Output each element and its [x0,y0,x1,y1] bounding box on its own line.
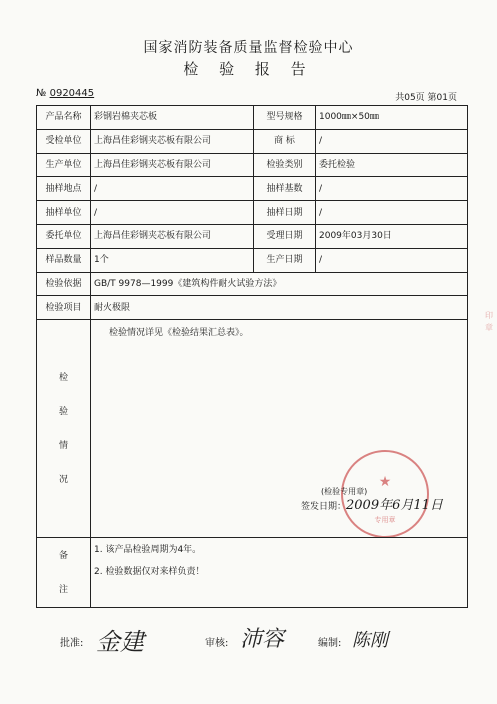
form-label: 委托单位 [37,224,91,248]
approve-label: 批准: [60,638,84,649]
form-row-client [37,224,468,248]
result-label-vertical [37,372,90,486]
form-value: 1000㎜×50㎜ [316,106,468,130]
page-info: 共05页 第01页 [395,93,457,103]
form-label: 检验类别 [254,153,316,177]
form-value: / [316,201,468,225]
result-label-char: 检 [58,372,68,383]
form-label: 生产单位 [37,153,91,177]
form-value: / [91,177,254,201]
form-value: 2009年03月30日 [316,224,468,248]
form-value: GB/T 9978—1999《建筑构件耐火试验方法》 [91,272,468,296]
form-row-manufacturer [37,153,468,177]
note-line: 2. 检验数据仅对来样负责！ [94,567,205,578]
form-row-product-name [37,106,468,130]
report-number-prefix: № [36,88,47,99]
form-value: 耐火极限 [91,296,468,320]
doc-title: 检 验 报 告 [183,60,314,78]
result-label-char: 况 [58,474,68,485]
review-signature: 沛容 [240,627,285,652]
form-label: 样品数量 [37,248,91,272]
report-number [36,88,94,99]
form-label: 抽样单位 [37,201,91,225]
form-value: / [316,129,468,153]
form-row-sampling-site [37,177,468,201]
form-row-inspected-unit [37,129,468,153]
form-label: 受理日期 [254,224,316,248]
note-line: 1. 该产品检验周期为4年。 [94,545,202,556]
result-content [91,320,468,538]
notes-content [91,538,468,608]
notes-label-char: 注 [58,584,68,595]
notes-label-vertical [37,550,90,596]
form-value: 上海昌佳彩钢夹芯板有限公司 [91,153,254,177]
review-label: 审核: [205,638,229,649]
edit-signature: 陈刚 [352,630,388,651]
result-label [37,320,91,538]
form-row-sampling-unit [37,201,468,225]
result-label-char: 验 [58,406,68,417]
form-label: 受检单位 [37,129,91,153]
seal-star-icon: ★ [378,474,392,491]
form-value: 1个 [91,248,254,272]
approve-signature: 金建 [96,628,144,656]
report-form-table [36,105,468,608]
notes-label [37,538,91,608]
result-text: 检验情况详见《检验结果汇总表》。 [109,328,249,339]
issue-date [301,500,443,513]
form-value: 彩钢岩棉夹芯板 [91,106,254,130]
form-row-basis [37,272,468,296]
form-label: 商 标 [254,129,316,153]
form-label: 检验依据 [37,272,91,296]
form-value: / [91,201,254,225]
form-row-sample-qty [37,248,468,272]
form-value: 委托检验 [316,153,468,177]
seal-inner-text: 专用章 [374,516,396,525]
form-label: 型号规格 [254,106,316,130]
form-label: 抽样地点 [37,177,91,201]
result-label-char: 情 [58,440,68,451]
form-value: 上海昌佳彩钢夹芯板有限公司 [91,129,254,153]
form-row-result [37,320,468,538]
form-label: 产品名称 [37,106,91,130]
form-label: 生产日期 [254,248,316,272]
form-value: 上海昌佳彩钢夹芯板有限公司 [91,224,254,248]
form-label: 检验项目 [37,296,91,320]
org-name: 国家消防装备质量监督检验中心 [143,40,354,56]
edge-seal-mark: 印 章 [485,311,493,332]
form-row-notes [37,538,468,608]
form-value: / [316,248,468,272]
issue-date-label: 签发日期： [301,502,347,513]
edit-label: 编制: [318,638,342,649]
seal-label: (检验专用章) [321,487,368,497]
form-value: / [316,177,468,201]
notes-label-char: 备 [58,550,68,561]
issue-date-handwritten: 2009年6月11日 [346,498,443,514]
report-number-value: 0920445 [49,88,95,99]
form-label: 抽样基数 [254,177,316,201]
form-row-item [37,296,468,320]
form-label: 抽样日期 [254,201,316,225]
